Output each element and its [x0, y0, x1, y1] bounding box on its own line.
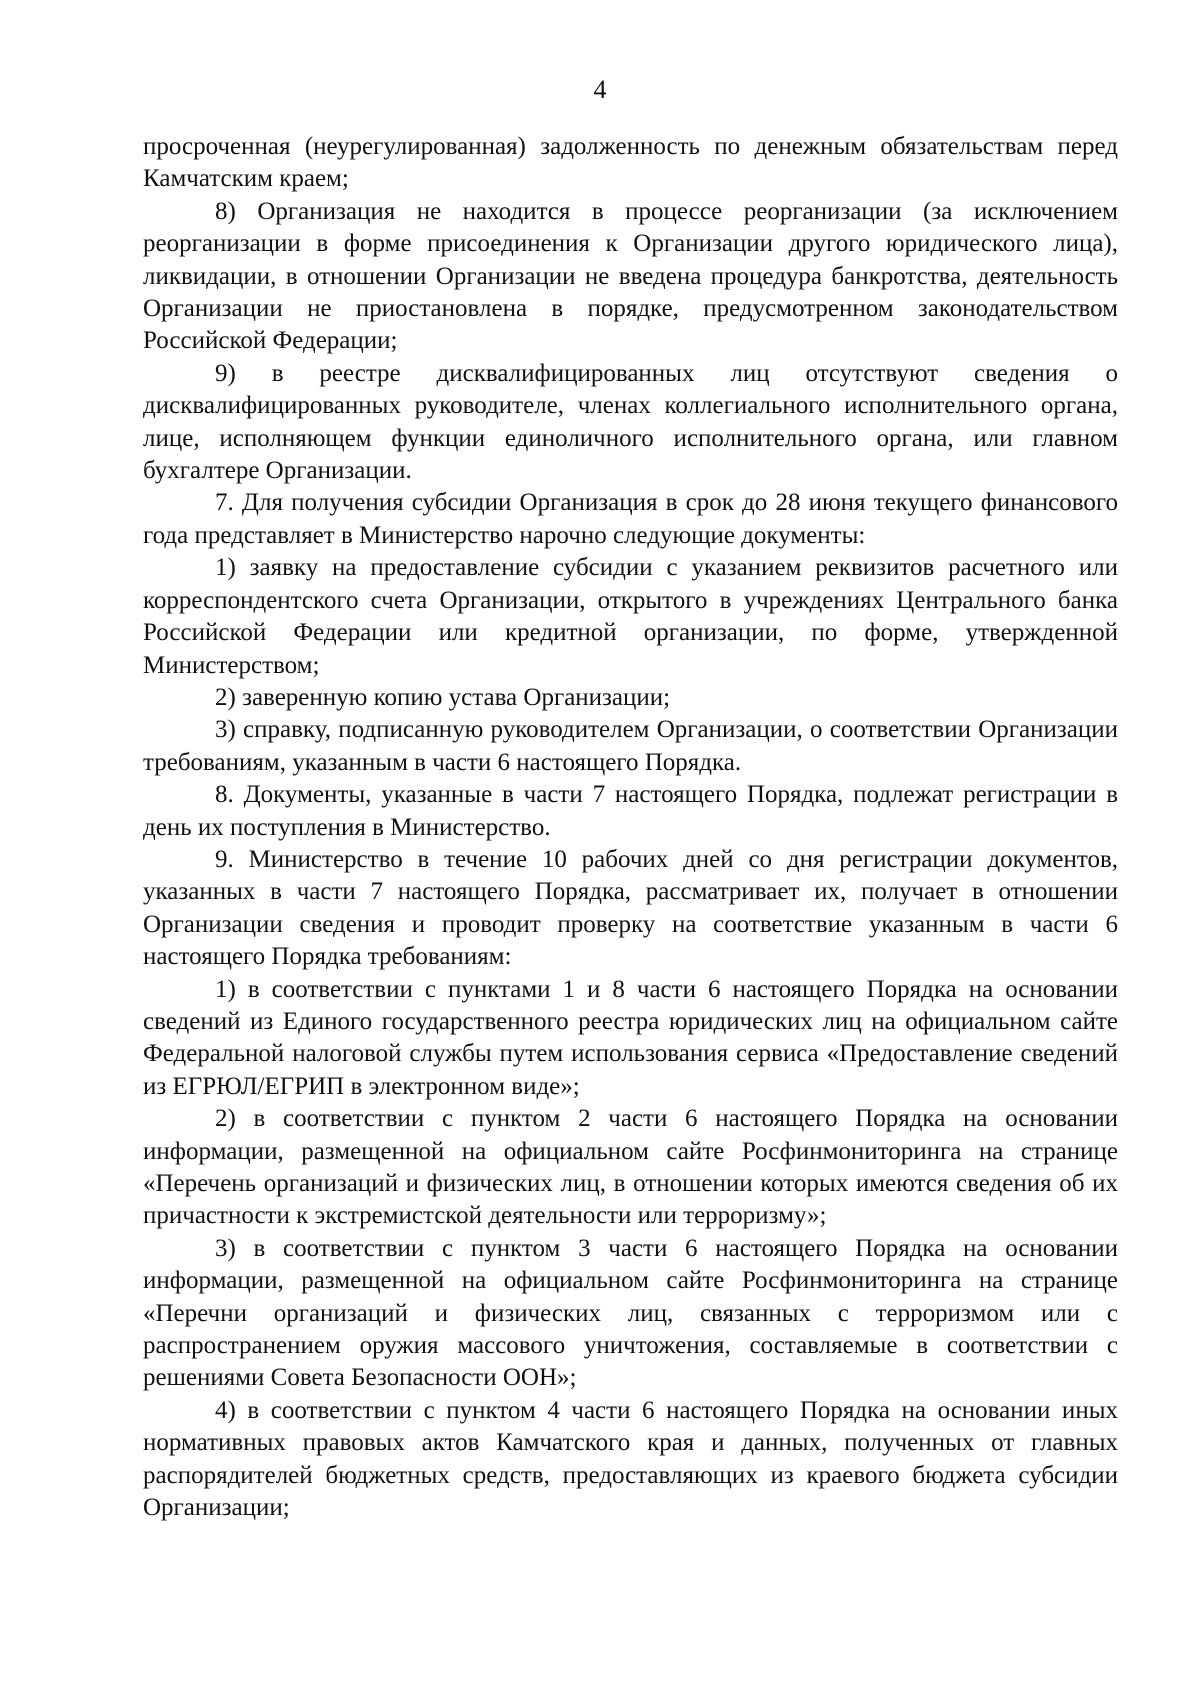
- paragraph-2: 8) Организация не находится в процессе реорганизации (за исключением реорганизации в форме присоединения к Организации другого юридического лица), ликвидации, в отношении Организации не введена процедура банкротства, деятельность Организации не приостановлена в порядке, предусмотренном законодательством Российской Федерации;: [143, 197, 1118, 355]
- paragraph-1: просроченная (неурегулированная) задолженность по денежным обязательствам перед Камчатским краем;: [143, 133, 1118, 193]
- page-number: 4: [593, 75, 607, 104]
- paragraph-13: 4) в соответствии с пунктом 4 части 6 настоящего Порядка на основании иных нормативных правовых актов Камчатского края и данных, полученных от главных распорядителей бюджетных средств, предоставляющих из краевого бюджета субсидии Организации;: [143, 1396, 1118, 1522]
- paragraph-12: 3) в соответствии с пунктом 3 части 6 настоящего Порядка на основании информации, размещенной на официальном сайте Росфинмониторинга на странице «Перечни организаций и физических лиц, связанных с терроризмом или с распространением оружия массового уничтожения, составляемые в соответствии с решениями Совета Безопасности ООН»;: [143, 1234, 1118, 1392]
- paragraph-10: 1) в соответствии с пунктами 1 и 8 части 6 настоящего Порядка на основании сведений из Единого государственного реестра юридических лиц на официальном сайте Федеральной налоговой службы путем использования сервиса «Предоставление сведений из ЕГРЮЛ/ЕГРИП в электронном виде»;: [143, 975, 1118, 1100]
- paragraph-4: 7. Для получения субсидии Организация в срок до 28 июня текущего финансового года представляет в Министерство нарочно следующие документы:: [143, 489, 1118, 549]
- paragraph-9: 9. Министерство в течение 10 рабочих дней со дня регистрации документов, указанных в части 7 настоящего Порядка, рассматривает их, получает в отношении Организации сведения и проводит проверку на соответствие указанным в части 6 настоящего Порядка требованиям:: [143, 845, 1118, 971]
- paragraph-7: 3) справку, подписанную руководителем Организации, о соответствии Организации требованиям, указанным в части 6 настоящего Порядка.: [143, 716, 1118, 776]
- document-body: [143, 131, 1118, 1524]
- paragraph-8: 8. Документы, указанные в части 7 настоящего Порядка, подлежат регистрации в день их поступления в Министерство.: [143, 781, 1118, 841]
- paragraph-3: 9) в реестре дисквалифицированных лиц отсутствуют сведения о дисквалифицированных руководителе, членах коллегиального исполнительного органа, лице, исполняющем функции единоличного исполнительного органа, или главном бухгалтере Организации.: [143, 359, 1118, 485]
- paragraph-6: 2) заверенную копию устава Организации;: [215, 683, 671, 711]
- paragraph-5: 1) заявку на предоставление субсидии с указанием реквизитов расчетного или корреспондентского счета Организации, открытого в учреждениях Центрального банка Российской Федерации или кредитной организации, по форме, утвержденной Министерством;: [143, 554, 1118, 679]
- paragraph-11: 2) в соответствии с пунктом 2 части 6 настоящего Порядка на основании информации, размещенной на официальном сайте Росфинмониторинга на странице «Перечень организаций и физических лиц, в отношении которых имеются сведения об их причастности к экстремистской деятельности или терроризму»;: [143, 1105, 1118, 1230]
